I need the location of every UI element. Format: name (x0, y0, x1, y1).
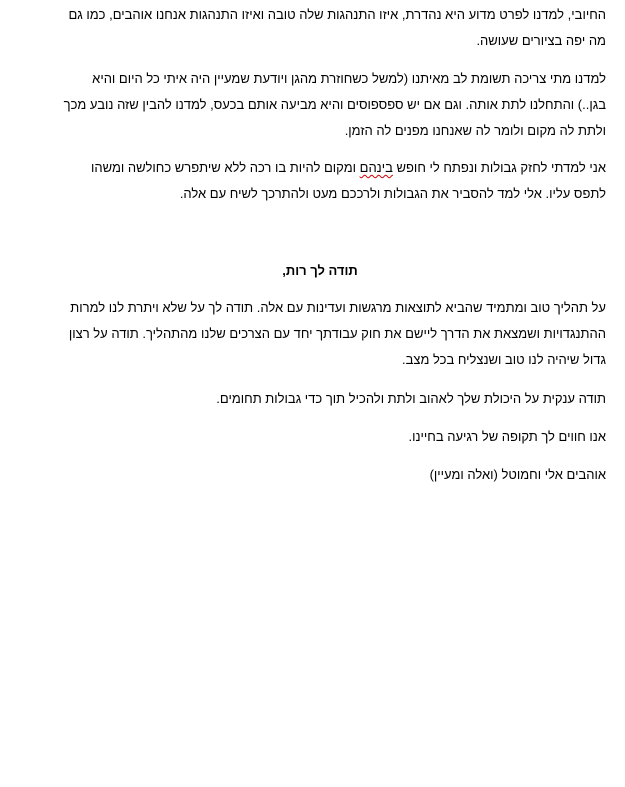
text-line: למדנו מתי צריכה תשומת לב מאיתנו (למשל כשחוזרת מהגן ויודעת שמעיין היה איתי כל היום והיא (92, 71, 606, 86)
text-line: לתפס עליו. אלי למד להסביר את הגבולות ולרככם מעט ולהתרכך לשיח עם אלה. (179, 186, 606, 201)
text-segment: ומקום להיות בו רכה ללא שיתפרש כחולשה ומשהו (91, 160, 360, 175)
text-line (28, 155, 606, 181)
text-line: אנו חווים לך תקופה של רגיעה בחיינו. (408, 429, 606, 444)
paragraph-attention (28, 66, 606, 144)
text-line: גדול שיהיה לנו טוב ושנצליח בכל מצב. (401, 352, 606, 367)
text-line: ההתנגדויות ושמצאת את הדרך ליישם את חוק עבודתך יחד עם הצרכים שלנו מהתהליך. תודה על רצון (68, 326, 606, 341)
text-line: ולתת לה מקום ולומר לה שאנחנו מפנים לה הזמן. (344, 123, 606, 138)
text-line: על תהליך טוב ומתמיד שהביא לתוצאות מרגשות ועדינות עם אלה. תודה לך על שלא ויתרת לנו למרות (70, 300, 606, 315)
text-line: מה יפה בציורים שעושה. (476, 33, 606, 48)
text-line: תודה ענקית על היכולת שלך לאהוב ולתת ולהכיל תוך כדי גבולות תחומים. (216, 391, 606, 406)
signature (28, 462, 606, 488)
paragraph-intro-continued (28, 2, 606, 54)
paragraph-calm-period (28, 424, 606, 450)
paragraph-thanks-process (28, 295, 606, 373)
text-segment: אני למדתי לחזק גבולות ונפתח לי חופש (392, 160, 606, 175)
misspelled-word: בינהם (359, 160, 393, 175)
paragraph-boundaries (28, 155, 606, 207)
signature-line: אוהבים אלי וחמוטל (ואלה ומעיין) (429, 467, 606, 482)
paragraph-thanks-ability (28, 386, 606, 412)
text-line: בגן..) והתחלנו לתת אותה. וגם אם יש ספספוסים והיא מביעה אותם בכעס, למדנו להבין שזה נובע מכך (63, 97, 606, 112)
text-line: החיובי, למדנו לפרט מדוע היא נהדרת, איזו התנהגות שלה טובה ואיזו התנהגות אנחנו אוהבים, כמו גם (68, 7, 606, 22)
thank-you-heading: תודה לך רות, (282, 263, 358, 278)
